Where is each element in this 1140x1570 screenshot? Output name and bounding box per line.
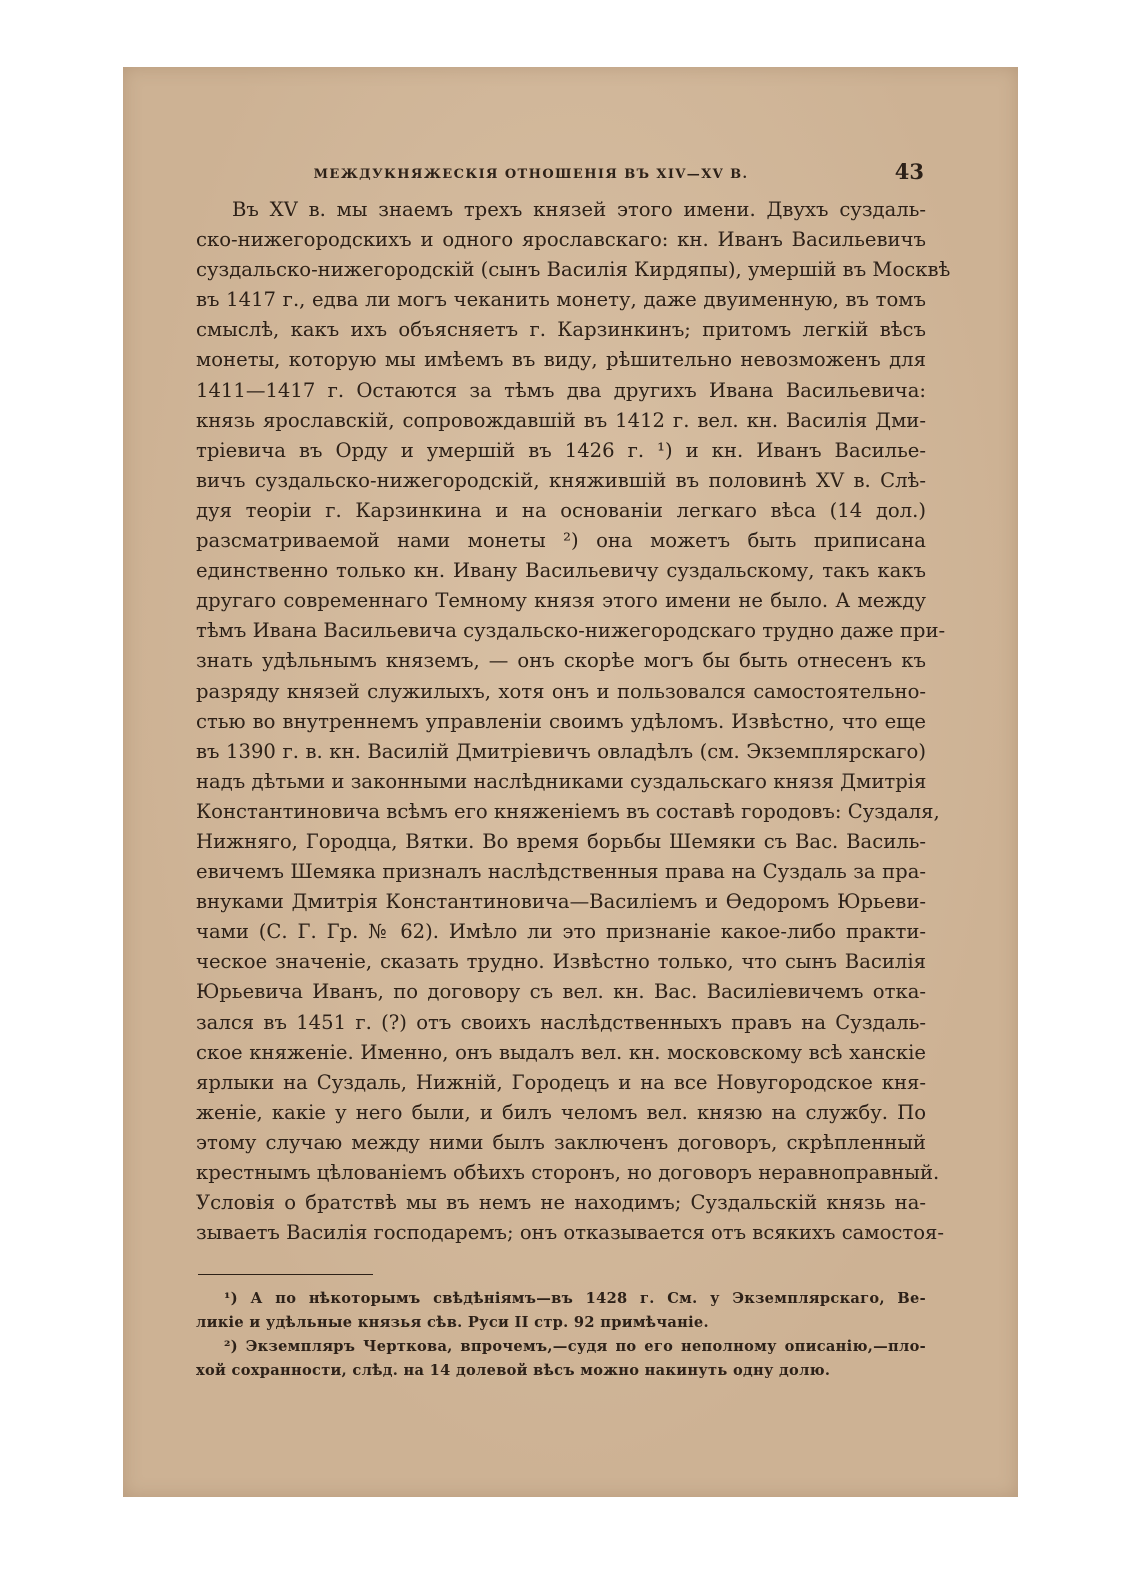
footnote-line: ²) Экземпляръ Черткова, впрочемъ,—судя по его неполному описанію,—пло- [224, 1338, 926, 1356]
running-head-title: МЕЖДУКНЯЖЕСКІЯ ОТНОШЕНІЯ ВЪ XIV—XV В. [313, 167, 749, 182]
body-line: Условія о братствѣ мы въ немъ не находимъ; Суздальскій князь на- [196, 1191, 926, 1215]
body-line: стью во внутреннемъ управленіи своимъ удѣломъ. Извѣстно, что еще [196, 709, 926, 733]
body-line: Константиновича всѣмъ его княженіемъ въ составѣ городовъ: Суздаля, [196, 799, 940, 823]
body-line: тріевича въ Орду и умершій въ 1426 г. ¹) и кн. Иванъ Василье- [196, 438, 926, 462]
text-block [196, 159, 951, 1383]
body-line: вичъ суздальско-нижегородскій, княжившій въ половинѣ XV в. Слѣ- [196, 468, 926, 492]
body-line: въ 1390 г. в. кн. Василій Дмитріевичъ овладѣлъ (см. Экземплярскаго) [196, 739, 926, 763]
footnote-rule [198, 1274, 373, 1275]
footnote-line: ¹) А по нѣкоторымъ свѣдѣніямъ—въ 1428 г. См. у Экземплярскаго, Ве- [224, 1290, 926, 1308]
body-line: разсматриваемой нами монеты ²) она можетъ быть приписана [196, 529, 926, 553]
body-line: женіе, какіе у него были, и билъ челомъ вел. князю на службу. По [196, 1100, 926, 1124]
scanned-page [123, 67, 1018, 1497]
body-line: зываетъ Василія господаремъ; онъ отказывается отъ всякихъ самостоя- [196, 1221, 944, 1245]
body-line: Нижняго, Городца, Вятки. Во время борьбы Шемяки съ Вас. Василь- [196, 829, 926, 853]
body-line: 1411—1417 г. Остаются за тѣмъ два другихъ Ивана Васильевича: [196, 378, 926, 402]
body-line: монеты, которую мы имѣемъ въ виду, рѣшительно невозможенъ для [196, 348, 926, 372]
body-line: надъ дѣтьми и законными наслѣдниками суздальскаго князя Дмитрія [196, 769, 927, 793]
body-line: Юрьевича Иванъ, по договору съ вел. кн. Вас. Василіевичемъ отка- [196, 980, 926, 1004]
body-line: суздальско-нижегородскій (сынъ Василія Кирдяпы), умершій въ Москвѣ [196, 258, 951, 282]
body-line: другаго современнаго Темному князя этого имени не было. А между [196, 589, 926, 613]
footnote-line: хой сохранности, слѣд. на 14 долевой вѣсъ можно накинуть одну долю. [196, 1362, 831, 1380]
body-line: этому случаю между ними былъ заключенъ договоръ, скрѣпленный [196, 1130, 926, 1154]
body-line: Въ XV в. мы знаемъ трехъ князей этого имени. Двухъ суздаль- [232, 198, 926, 221]
body-line: въ 1417 г., едва ли могъ чеканить монету, даже двуименную, въ томъ [196, 288, 926, 312]
running-head [196, 159, 926, 189]
body-line: ское княженіе. Именно, онъ выдалъ вел. кн. московскому всѣ ханскіе [196, 1040, 926, 1064]
page-number: 43 [894, 159, 924, 184]
body-line: князь ярославскій, сопровождавшій въ 1412 г. вел. кн. Василія Дми- [196, 408, 926, 432]
body-line: разряду князей служилыхъ, хотя онъ и пользовался самостоятельно- [196, 679, 926, 703]
footnotes [196, 1287, 926, 1383]
body-line: ярлыки на Суздаль, Нижній, Городецъ и на все Новугородское кня- [196, 1070, 926, 1094]
body-line: смыслѣ, какъ ихъ объясняетъ г. Карзинкинъ; притомъ легкій вѣсъ [196, 318, 926, 342]
body-line: внуками Дмитрія Константиновича—Василіемъ и Ѳедоромъ Юрьеви- [196, 890, 926, 914]
body-line: единственно только кн. Ивану Васильевичу суздальскому, такъ какъ [196, 559, 926, 583]
body-line: евичемъ Шемяка призналъ наслѣдственныя права на Суздаль за пра- [196, 860, 926, 884]
body-line: ческое значеніе, сказать трудно. Извѣстно только, что сынъ Василія [196, 950, 926, 974]
body-line: тѣмъ Ивана Васильевича суздальско-нижегородскаго трудно даже при- [196, 619, 946, 643]
body-line: ско-нижегородскихъ и одного ярославскаго: кн. Иванъ Васильевичъ [196, 228, 926, 252]
body-line: знать удѣльнымъ княземъ, — онъ скорѣе могъ бы быть отнесенъ къ [196, 649, 926, 673]
footnote-line: ликіе и удѣльные князья сѣв. Руси II стр. 92 примѣчаніе. [196, 1314, 709, 1332]
body-line: зался въ 1451 г. (?) отъ своихъ наслѣдственныхъ правъ на Суздаль- [196, 1010, 926, 1034]
body-text [196, 195, 951, 1248]
body-line: крестнымъ цѣлованіемъ обѣихъ сторонъ, но договоръ неравноправный. [196, 1161, 940, 1184]
body-line: дуя теоріи г. Карзинкина и на основаніи легкаго вѣса (14 дол.) [196, 498, 926, 522]
body-line: чами (С. Г. Гр. № 62). Имѣло ли это признаніе какое-либо практи- [196, 920, 926, 944]
